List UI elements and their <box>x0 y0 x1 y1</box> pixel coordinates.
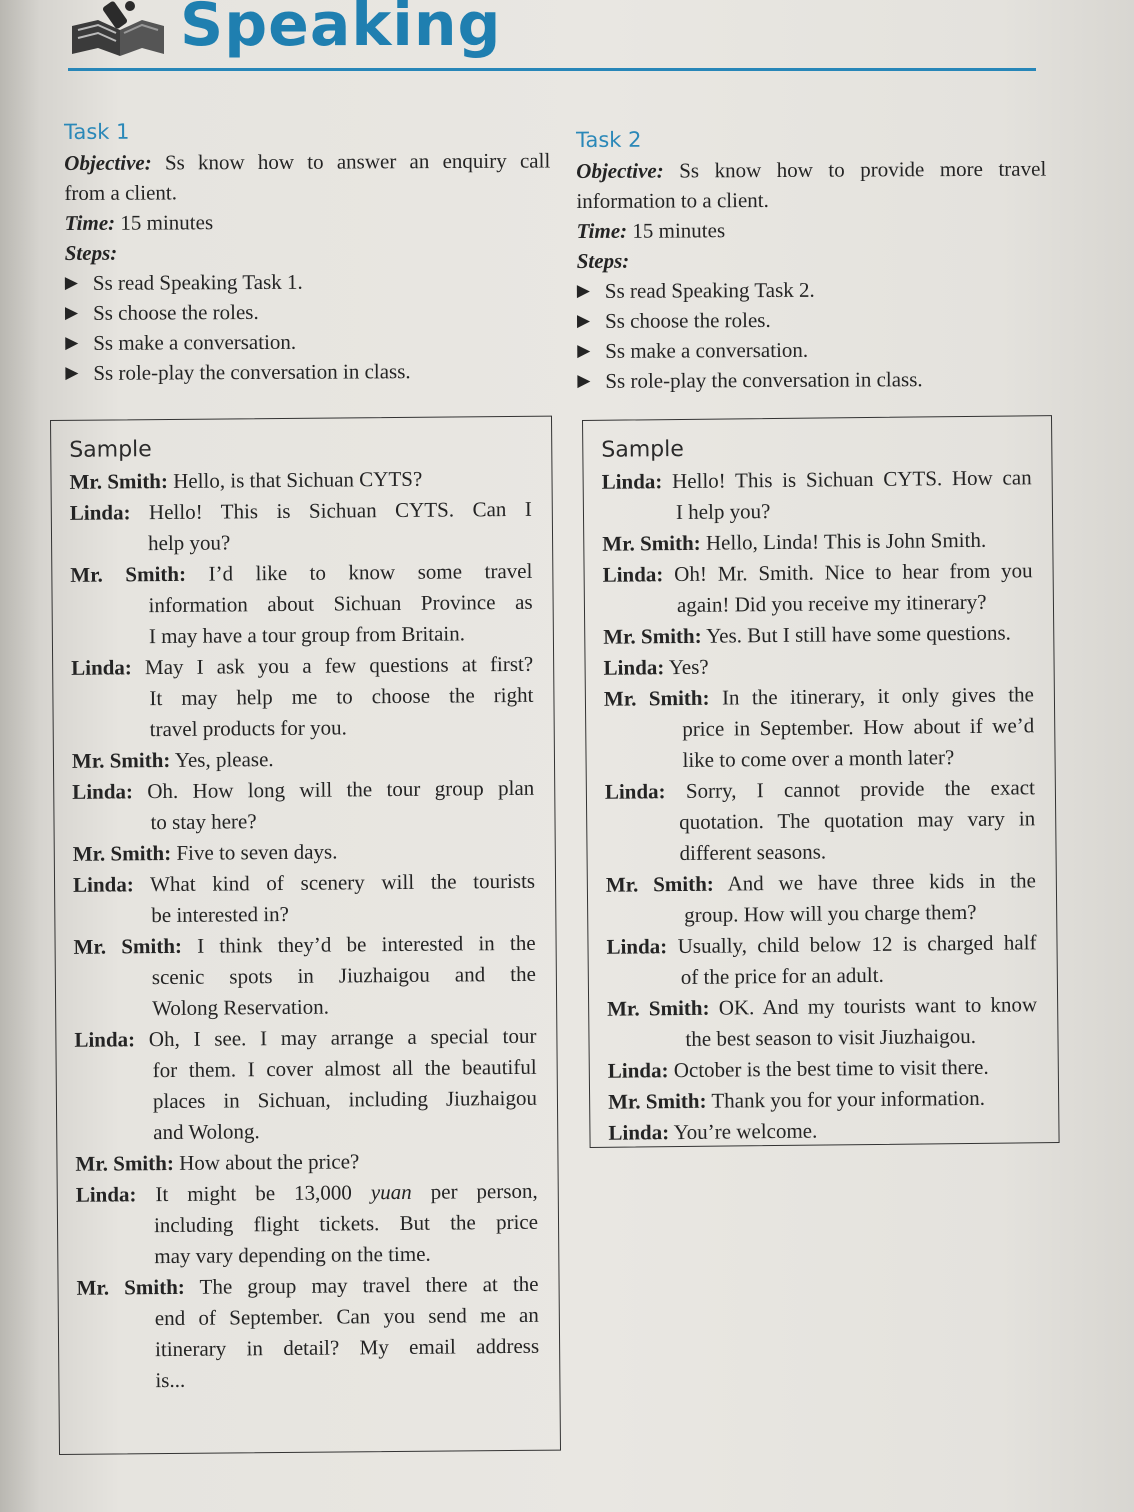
step-text: Ss read Speaking Task 2. <box>604 277 815 303</box>
speaker-label: Linda: <box>607 1058 669 1083</box>
speaker-label: Mr. Smith: <box>73 933 183 959</box>
step-item <box>65 295 551 328</box>
dialogue-line: the best season to visit Jiuzhaigou. <box>685 1023 977 1051</box>
speaker-label: Linda: <box>608 1120 670 1145</box>
dialogue-text: I think they’d be interested in the <box>197 930 536 958</box>
step-text: Ss role-play the conversation in class. <box>605 367 923 393</box>
dialogue-line <box>603 617 1033 653</box>
dialogue-line <box>71 649 533 684</box>
speaker-label: Mr. Smith: <box>602 530 701 556</box>
dialogue-line: information about Sichuan Province as <box>148 589 533 618</box>
dialogue-text: The group may travel there at the <box>199 1271 539 1299</box>
dialogue-line: to stay here? <box>150 809 257 835</box>
dialogue-turns <box>69 463 539 1397</box>
triangle-bullet-icon: ▶ <box>577 370 591 390</box>
dialogue-line <box>73 835 535 870</box>
dialogue-line: I help you? <box>675 499 771 525</box>
step-text: Ss make a conversation. <box>93 329 297 355</box>
speaker-label: Mr. Smith: <box>603 685 710 711</box>
objective-text-continued: information to a client. <box>576 187 769 213</box>
dialogue-line: including flight tickets. But the price <box>153 1209 539 1238</box>
step-text: Ss read Speaking Task 1. <box>92 269 303 295</box>
dialogue-text: Oh. How long will the tour group plan <box>147 775 535 804</box>
step-item <box>577 304 1047 336</box>
dialogue-line: be interested in? <box>151 901 290 928</box>
step-text: Ss choose the roles. <box>604 307 771 333</box>
speaker-label: Mr. Smith: <box>605 871 714 897</box>
dialogue-line <box>72 742 534 777</box>
step-text: Ss choose the roles. <box>92 299 259 325</box>
task-1-section <box>64 113 551 388</box>
dialogue-text: How about the price? <box>179 1149 360 1175</box>
dialogue-text: Hello! This is Sichuan CYTS. Can I <box>148 496 532 525</box>
dialogue-turn <box>602 555 1033 621</box>
speaker-label: Mr. Smith: <box>603 623 702 649</box>
dialogue-text: And we have three kids in the <box>727 868 1036 896</box>
dialogue-text: Hello, Linda! This is John Smith. <box>705 527 987 555</box>
task-2-section <box>576 122 1047 396</box>
speaker-label: Linda: <box>71 655 132 680</box>
speaker-label: Linda: <box>603 655 665 680</box>
speaker-label: Mr. Smith: <box>608 1088 707 1114</box>
dialogue-turn <box>73 866 536 932</box>
dialogue-line <box>608 1051 1038 1087</box>
task-2-time <box>576 214 1046 246</box>
dialogue-text: Yes? <box>668 654 709 680</box>
dialogue-turn <box>608 1113 1038 1149</box>
triangle-bullet-icon: ▶ <box>65 332 79 352</box>
dialogue-text: Usually, child below 12 is charged half <box>677 930 1037 959</box>
task-1-time <box>64 205 550 238</box>
step-text: Ss role-play the conversation in class. <box>93 359 411 385</box>
sample-dialogue-2 <box>582 415 1060 1148</box>
dialogue-text: Five to seven days. <box>176 839 338 865</box>
dialogue-line <box>72 773 534 808</box>
dialogue-line <box>70 494 532 529</box>
header-divider <box>68 68 1036 71</box>
task-1-title: Task 1 <box>64 119 130 144</box>
dialogue-turn <box>73 928 536 1025</box>
dialogue-turn <box>604 679 1035 776</box>
dialogue-text: Oh, I see. I may arrange a special tour <box>148 1023 537 1052</box>
task-2-title: Task 2 <box>576 127 642 152</box>
sample-title: Sample <box>601 436 684 463</box>
dialogue-turn <box>71 649 534 746</box>
dialogue-line <box>76 1269 538 1304</box>
dialogue-text: Hello, is that Sichuan CYTS? <box>173 466 423 493</box>
dialogue-turn <box>606 865 1037 931</box>
dialogue-line <box>73 866 535 901</box>
dialogue-text: OK. And my tourists want to know <box>718 992 1038 1020</box>
dialogue-text: You’re welcome. <box>673 1118 818 1145</box>
dialogue-line <box>70 556 532 591</box>
dialogue-text: per person, <box>411 1178 538 1204</box>
dialogue-text: Thank you for your information. <box>711 1085 986 1113</box>
dialogue-turn <box>75 1145 537 1180</box>
step-item <box>65 265 551 298</box>
dialogue-text: It might be 13,000 <box>155 1180 371 1207</box>
speaker-label: Linda: <box>75 1182 137 1207</box>
dialogue-line: quotation. The quotation may vary in <box>679 806 1036 835</box>
step-item <box>577 334 1047 366</box>
dialogue-line: help you? <box>147 530 231 556</box>
triangle-bullet-icon: ▶ <box>64 302 79 322</box>
page-title: Speaking <box>180 0 502 60</box>
triangle-bullet-icon: ▶ <box>576 280 590 300</box>
dialogue-text: October is the best time to visit there. <box>673 1054 989 1083</box>
dialogue-turns <box>601 462 1038 1148</box>
dialogue-line: for them. I cover almost all the beautiful <box>152 1054 537 1083</box>
speaking-book-icon <box>68 0 168 60</box>
objective-text: Ss know how to provide more travel <box>679 156 1047 183</box>
dialogue-text: What kind of scenery will the tourists <box>150 868 536 897</box>
dialogue-line: itinerary in detail? My email address <box>155 1333 540 1362</box>
dialogue-turn <box>70 494 533 560</box>
time-value: 15 minutes <box>632 218 726 243</box>
dialogue-line <box>605 772 1035 808</box>
sample-dialogue-1 <box>50 416 561 1455</box>
dialogue-text: Hello! This is Sichuan CYTS. How can <box>671 465 1032 494</box>
task-2-objective <box>576 154 1046 186</box>
dialogue-line <box>602 524 1032 560</box>
dialogue-turn <box>603 617 1033 653</box>
step-item <box>577 274 1047 306</box>
dialogue-text: Yes. But I still have some questions. <box>706 620 1011 648</box>
dialogue-line: is... <box>155 1367 186 1393</box>
speaker-label: Mr. Smith: <box>69 468 169 494</box>
task-2-steps <box>577 274 1048 396</box>
dialogue-line <box>608 1113 1038 1149</box>
speaker-label: Linda: <box>69 500 131 525</box>
dialogue-line <box>75 1145 537 1180</box>
dialogue-line <box>602 555 1032 591</box>
dialogue-turn <box>74 1021 537 1149</box>
dialogue-text-italic: yuan <box>370 1179 412 1205</box>
step-text: Ss make a conversation. <box>605 337 809 363</box>
dialogue-line: again! Did you receive my itinerary? <box>676 589 987 618</box>
dialogue-turn <box>605 772 1036 869</box>
speaker-label: Linda: <box>606 934 668 959</box>
step-item <box>65 325 551 358</box>
speaker-label: Mr. Smith: <box>71 747 171 773</box>
dialogue-line: different seasons. <box>679 839 827 866</box>
dialogue-text: I’d like to know some travel <box>208 558 533 586</box>
dialogue-line: and Wolong. <box>153 1119 260 1145</box>
time-value: 15 minutes <box>120 210 214 235</box>
dialogue-turn <box>607 989 1038 1055</box>
dialogue-turn <box>72 773 535 839</box>
dialogue-turn <box>76 1176 539 1273</box>
speaker-label: Mr. Smith: <box>72 840 172 866</box>
dialogue-text: In the itinerary, it only gives the <box>721 682 1035 710</box>
dialogue-turn <box>76 1269 539 1397</box>
dialogue-turn <box>606 927 1037 993</box>
dialogue-line <box>76 1176 538 1211</box>
objective-label: Objective: <box>576 158 664 183</box>
time-label: Time: <box>64 210 116 235</box>
dialogue-line <box>601 462 1031 498</box>
dialogue-line: group. How will you charge them? <box>684 899 977 927</box>
dialogue-text: May I ask you a few questions at first? <box>144 651 534 680</box>
speaker-label: Linda: <box>74 1027 136 1052</box>
dialogue-turn <box>72 742 534 777</box>
time-label: Time: <box>576 218 628 243</box>
speaker-label: Mr. Smith: <box>75 1150 174 1176</box>
dialogue-line: end of September. Can you send me an <box>154 1302 539 1331</box>
dialogue-line <box>604 679 1034 715</box>
triangle-bullet-icon: ▶ <box>64 272 78 292</box>
dialogue-line <box>74 1021 536 1056</box>
dialogue-line <box>606 865 1036 901</box>
triangle-bullet-icon: ▶ <box>577 340 591 360</box>
dialogue-text: Yes, please. <box>174 747 274 772</box>
dialogue-line <box>73 928 535 963</box>
dialogue-line: It may help me to choose the right <box>149 682 534 711</box>
triangle-bullet-icon: ▶ <box>576 310 591 330</box>
dialogue-turn <box>608 1082 1038 1118</box>
dialogue-line <box>608 1082 1038 1118</box>
step-item <box>65 355 551 388</box>
dialogue-turn <box>602 524 1032 560</box>
dialogue-line: Wolong Reservation. <box>152 994 330 1021</box>
speaker-label: Mr. Smith: <box>607 995 710 1021</box>
dialogue-line: of the price for an adult. <box>680 962 884 989</box>
speaker-label: Linda: <box>604 779 666 804</box>
dialogue-turn <box>69 463 531 498</box>
objective-label: Objective: <box>64 150 152 175</box>
speaker-label: Linda: <box>601 469 663 494</box>
dialogue-line <box>603 648 1033 684</box>
dialogue-turn <box>70 556 533 653</box>
dialogue-line: I may have a tour group from Britain. <box>148 621 466 649</box>
dialogue-line: places in Sichuan, including Jiuzhaigou <box>152 1085 538 1114</box>
sample-title: Sample <box>69 437 152 463</box>
step-item <box>577 364 1047 396</box>
speaker-label: Linda: <box>72 779 134 804</box>
dialogue-turn <box>603 648 1033 684</box>
dialogue-line: like to come over a month later? <box>682 745 955 772</box>
objective-text-continued: from a client. <box>64 180 178 205</box>
dialogue-turn <box>601 462 1032 528</box>
speaker-label: Linda: <box>602 562 664 587</box>
speaker-label: Mr. Smith: <box>70 561 187 587</box>
speaker-label: Mr. Smith: <box>76 1274 185 1300</box>
steps-label: Steps: <box>576 248 630 273</box>
speaker-label: Linda: <box>72 872 134 897</box>
objective-text: Ss know how to answer an enquiry call <box>164 148 551 175</box>
dialogue-line: scenic spots in Jiuzhaigou and the <box>151 961 536 990</box>
dialogue-line <box>607 989 1037 1025</box>
dialogue-line <box>606 927 1036 963</box>
dialogue-line: travel products for you. <box>149 715 347 742</box>
dialogue-line <box>69 463 531 498</box>
task-1-steps <box>65 265 552 388</box>
task-1-objective <box>64 145 550 178</box>
dialogue-turn <box>73 835 535 870</box>
steps-label: Steps: <box>64 240 118 265</box>
page-header <box>68 0 1038 76</box>
dialogue-text: Sorry, I cannot provide the exact <box>685 775 1035 803</box>
dialogue-turn <box>608 1051 1038 1087</box>
dialogue-text: Oh! Mr. Smith. Nice to hear from you <box>674 558 1033 587</box>
dialogue-line: price in September. How about if we’d <box>682 713 1035 741</box>
dialogue-line: may vary depending on the time. <box>154 1241 431 1269</box>
triangle-bullet-icon: ▶ <box>65 362 79 382</box>
